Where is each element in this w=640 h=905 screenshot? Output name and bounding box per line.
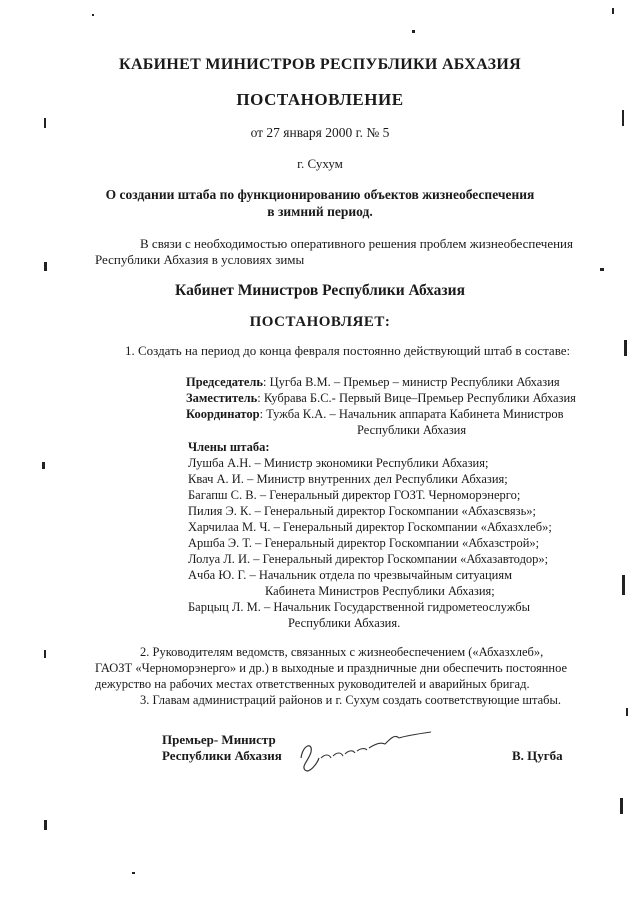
handwritten-signature xyxy=(295,718,435,778)
item-2-line-3: дежурство на рабочих местах ответственных руководителей и аварийных бригад. xyxy=(95,677,530,691)
leadership-role: Заместитель xyxy=(186,391,258,405)
leadership-row xyxy=(186,375,560,390)
member-item: Лолуа Л. И. – Генеральный директор Госкомпании «Абхазавтодор»; xyxy=(188,552,549,566)
scan-speck xyxy=(132,872,135,874)
subject-line-1: О создании штаба по функционированию объектов жизнеобеспечения xyxy=(105,187,535,202)
member-continuation: Кабинета Министров Республики Абхазия; xyxy=(265,584,495,598)
leadership-role: Председатель xyxy=(186,375,264,389)
member-item: Квач А. И. – Министр внутренних дел Республики Абхазия; xyxy=(188,472,508,486)
item-1: 1. Создать на период до конца февраля постоянно действующий штаб в составе: xyxy=(125,343,571,358)
member-item: Аршба Э. Т. – Генеральный директор Госкомпании «Абхазстрой»; xyxy=(188,536,540,550)
leadership-text: : Кубрава Б.С.- Первый Вице–Премьер Республики Абхазия xyxy=(257,391,576,405)
leadership-text: : Цугба В.М. – Премьер – министр Республики Абхазия xyxy=(263,375,560,389)
scan-speck xyxy=(412,30,415,33)
coordinator-continuation: Республики Абхазия xyxy=(357,423,467,437)
leadership-text: : Тужба К.А. – Начальник аппарата Кабинета Министров xyxy=(259,407,564,421)
scan-speck xyxy=(626,708,628,716)
scan-speck xyxy=(44,262,47,271)
organization-header: КАБИНЕТ МИНИСТРОВ РЕСПУБЛИКИ АБХАЗИЯ xyxy=(119,56,521,73)
member-item: Багапш С. В. – Генеральный директор ГОЗТ. Черноморэнерго; xyxy=(188,488,521,502)
leadership-role: Координатор xyxy=(186,407,260,421)
item-2-line-1: 2. Руководителям ведомств, связанных с жизнеобеспечением («Абхазхлеб», xyxy=(140,645,544,659)
scan-speck xyxy=(622,575,625,595)
place-line: г. Сухум xyxy=(297,156,343,171)
document-type: ПОСТАНОВЛЕНИЕ xyxy=(236,90,404,109)
leadership-row xyxy=(186,391,576,406)
scan-speck xyxy=(44,118,46,128)
scan-speck xyxy=(624,340,627,356)
signatory-name: В. Цугба xyxy=(512,748,563,763)
scan-speck xyxy=(600,268,604,271)
scan-speck xyxy=(44,650,46,658)
preamble-line-1: В связи с необходимостью оперативного решения проблем жизнеобеспечения xyxy=(140,236,573,251)
member-continuation: Республики Абхазия. xyxy=(288,616,401,630)
member-item: Лушба А.Н. – Министр экономики Республики Абхазия; xyxy=(188,456,489,470)
item-3: 3. Главам администраций районов и г. Сухум создать соответствующие штабы. xyxy=(140,693,562,707)
leadership-row xyxy=(186,407,564,422)
subject-line-2: в зимний период. xyxy=(267,204,373,219)
scan-speck xyxy=(612,8,614,14)
body-title: Кабинет Министров Республики Абхазия xyxy=(175,282,465,299)
scan-speck xyxy=(92,14,94,16)
preamble-line-2: Республики Абхазия в условиях зимы xyxy=(95,252,305,267)
scan-speck xyxy=(42,462,45,469)
decree-word: ПОСТАНОВЛЯЕТ: xyxy=(249,314,391,330)
scan-speck xyxy=(44,820,47,830)
signatory-title-2: Республики Абхазия xyxy=(162,748,282,763)
member-item: Барцыц Л. М. – Начальник Государственной гидрометеослужбы xyxy=(188,600,530,614)
member-item: Харчилаа М. Ч. – Генеральный директор Госкомпании «Абхазхлеб»; xyxy=(188,520,552,534)
member-item: Ачба Ю. Г. – Начальник отдела по чрезвычайным ситуациям xyxy=(188,568,513,582)
scan-speck xyxy=(620,798,623,814)
date-line: от 27 января 2000 г. № 5 xyxy=(250,125,390,140)
scan-speck xyxy=(622,110,624,126)
member-item: Пилия Э. К. – Генеральный директор Госкомпании «Абхазсвязь»; xyxy=(188,504,536,518)
item-2-line-2: ГАОЗТ «Черноморэнерго» и др.) в выходные и праздничные дни обеспечить постоянное xyxy=(95,661,568,675)
members-title: Члены штаба: xyxy=(188,440,270,454)
signatory-title-1: Премьер- Министр xyxy=(162,732,276,747)
